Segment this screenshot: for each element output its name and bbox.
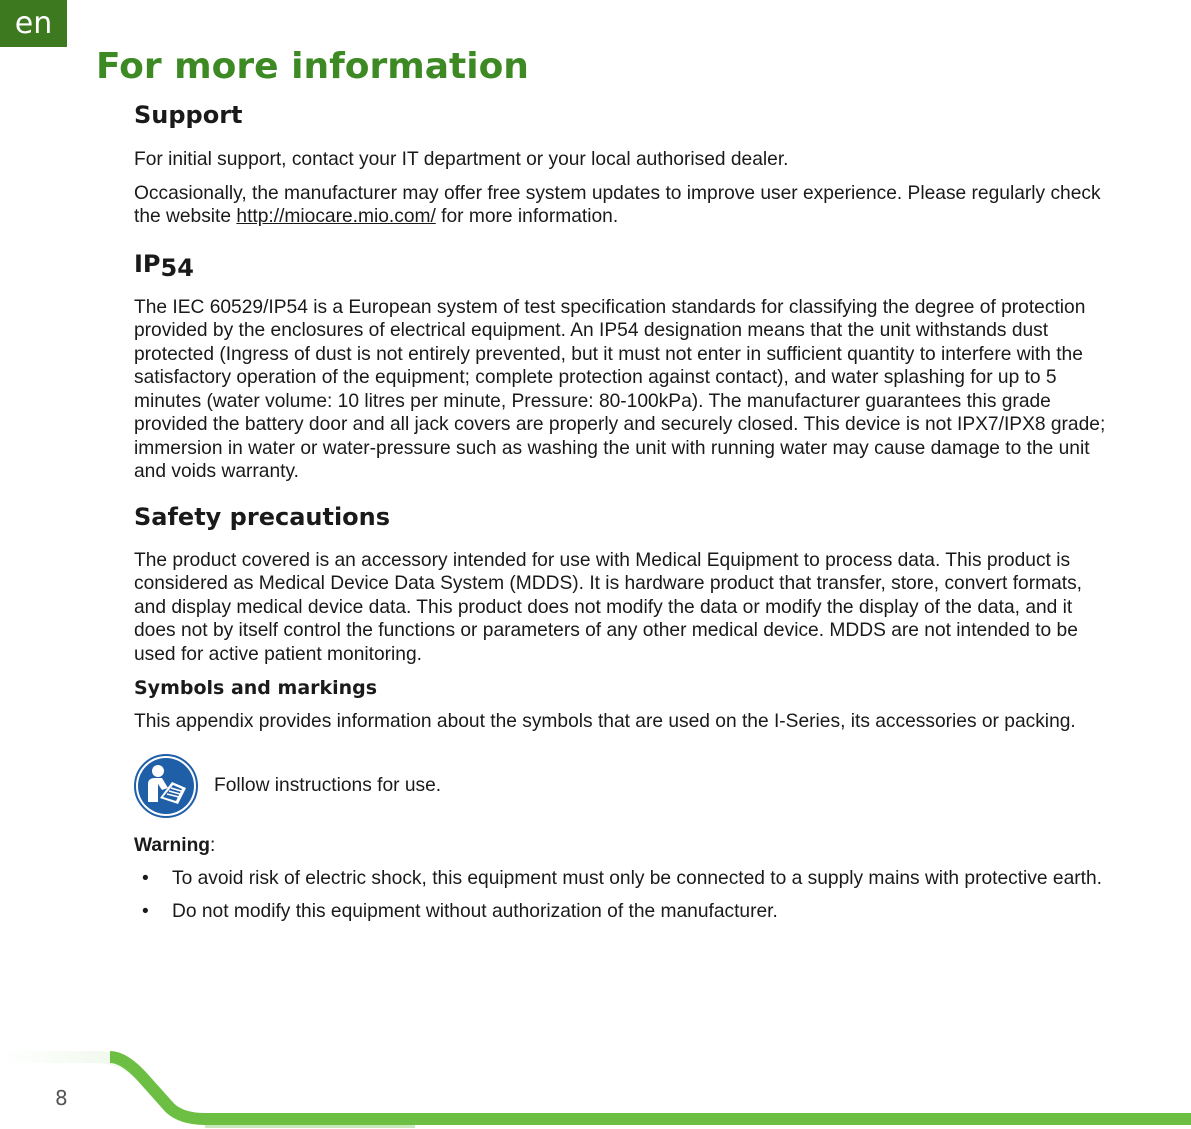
warning-label-colon: : — [210, 834, 216, 856]
support-paragraph-2-tail: for more information. — [435, 206, 619, 227]
safety-heading: Safety precautions — [134, 502, 391, 531]
main-content — [134, 100, 1114, 931]
ip54-heading-sub: 54 — [160, 253, 194, 282]
list-item — [134, 865, 1114, 892]
follow-instructions-icon — [134, 754, 198, 818]
page-number: 8 — [55, 1086, 68, 1110]
ip54-heading — [134, 249, 1114, 282]
bullet-icon: • — [142, 901, 149, 922]
warning-item-1: To avoid risk of electric shock, this equipment must only be connected to a supply mains with protective earth. — [172, 868, 1102, 889]
symbols-heading: Symbols and markings — [134, 677, 378, 699]
list-item — [134, 898, 1114, 925]
support-paragraph-2-text: Occasionally, the manufacturer may offer free system updates to improve user experience. Please regularly check the website — [134, 182, 1101, 227]
language-tab: en — [0, 0, 67, 47]
warning-label-text: Warning — [134, 834, 211, 856]
ip54-paragraph: The IEC 60529/IP54 is a European system of test specification standards for classifying the degree of protection provided by the enclosures of electrical equipment. An IP54 designation means that the unit withstands dust protected (Ingress of dust is not entirely prevented, but it must not enter in sufficient quantity to interfere with the satisfactory operation of the equipment; complete protection against contact), and water splashing for up to 5 minutes (water volume: 10 litres per minute, Pressure: 80-100kPa). The manufacturer guarantees this grade provided the battery door and all jack covers are properly and securely closed. This device is not IPX7/IPX8 grade; immersion in water or water-pressure such as washing the unit with running water may cause damage to the unit and voids warranty. — [134, 296, 1106, 482]
support-heading: Support — [134, 101, 243, 129]
support-paragraph-1: For initial support, contact your IT department or your local authorised dealer. — [134, 149, 789, 170]
warning-label — [134, 834, 1114, 858]
follow-instructions-label: Follow instructions for use. — [214, 774, 442, 796]
symbol-row — [134, 754, 1114, 818]
support-paragraph-2 — [134, 182, 1114, 229]
symbols-paragraph: This appendix provides information about the symbols that are used on the I-Series, its accessories or packing. — [134, 711, 1076, 732]
bullet-icon: • — [142, 868, 149, 889]
safety-paragraph: The product covered is an accessory intended for use with Medical Equipment to process data. This product is considered as Medical Device Data System (MDDS). It is hardware product that transfer, store, convert formats, and display medical device data. This product does not modify the data or modify the display of the data, and it does not by itself control the functions or parameters of any other medical device. MDDS are not intended to be used for active patient monitoring. — [134, 549, 1083, 665]
warning-list — [134, 865, 1114, 925]
warning-item-2: Do not modify this equipment without authorization of the manufacturer. — [172, 901, 778, 922]
page-title: For more information — [96, 46, 529, 87]
footer-decoration — [0, 1050, 1191, 1129]
website-link[interactable]: http://miocare.mio.com/ — [236, 206, 436, 227]
ip54-heading-main: IP — [134, 249, 161, 278]
